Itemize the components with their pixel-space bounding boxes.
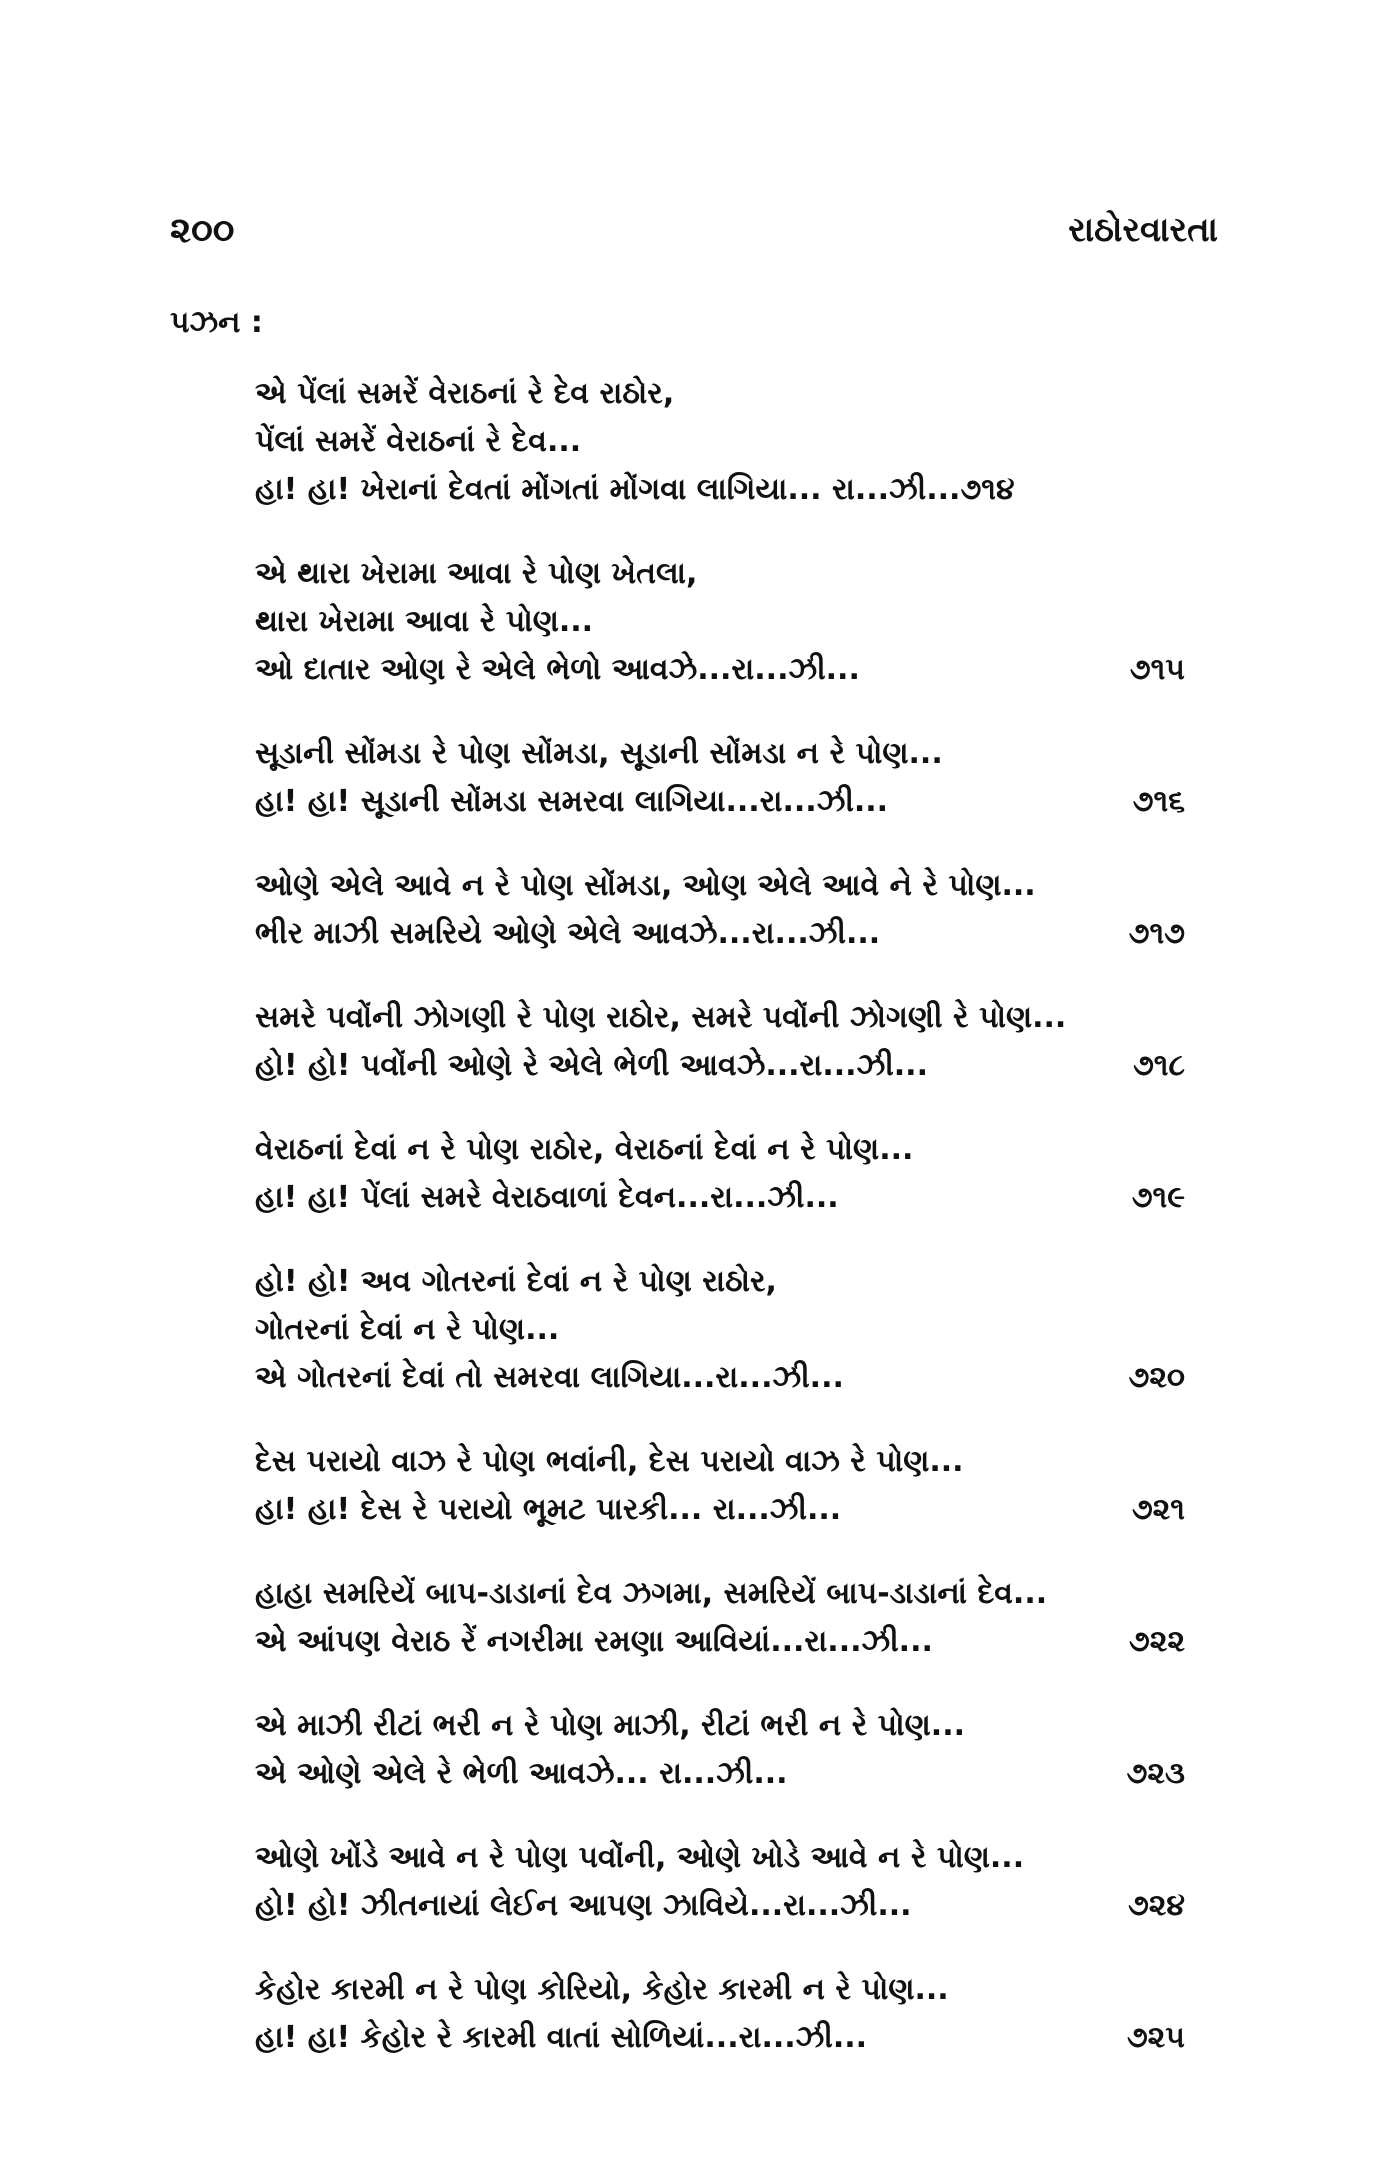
verse-stanza: [255, 994, 1225, 1090]
verse-line: [255, 1042, 1225, 1090]
verse-line: [255, 1570, 1225, 1618]
verse-stanza: [255, 1438, 1225, 1534]
verse-stanza: [255, 1570, 1225, 1666]
verse-line: [255, 1126, 1225, 1174]
verse-stanza: [255, 1258, 1225, 1402]
verse-line: [255, 1618, 1225, 1666]
verse-line: [255, 1486, 1225, 1534]
verse-line: [255, 862, 1225, 910]
section-label: પઝન :: [170, 305, 263, 340]
verse-line: [255, 1174, 1225, 1222]
verse-line: [255, 1306, 1225, 1354]
verse-stanza: [255, 730, 1225, 826]
verse-stanza: [255, 370, 1225, 514]
verse-text: હા! હા! ખેરાનાં દેવતાં મોંગતાં મોંગવા લાગિયા... રા...ઝી...૭૧૪: [255, 472, 1015, 507]
verse-number: ૭૧૫: [1129, 652, 1185, 687]
verse-line: [255, 370, 1225, 418]
verse-line: [255, 910, 1225, 958]
verse-line: [255, 466, 1225, 514]
verse-line: [255, 1258, 1225, 1306]
verse-number: ૭૧૭: [1128, 916, 1185, 951]
verse-line: [255, 1438, 1225, 1486]
page-number: ૨૦૦: [170, 210, 235, 251]
verse-stanza: [255, 862, 1225, 958]
verse-line: [255, 994, 1225, 1042]
verse-number: ૭૨૫: [1126, 2020, 1185, 2055]
verse-text: ભીર માઝી સમરિયે ઓણે એલે આવઝે...રા...ઝી...: [255, 916, 881, 951]
verse-text: સૂડાની સોંમડા રે પોણ સોંમડા, સૂડાની સોંમડા ન રે પોણ...: [255, 736, 943, 771]
verse-text: હો! હો! પવોંની ઓણે રે એલે ભેળી આવઝે...રા...ઝી...: [255, 1048, 928, 1083]
verse-line: [255, 418, 1225, 466]
verse-stanza: [255, 1126, 1225, 1222]
verse-text: દેસ પરાયો વાઝ રે પોણ ભવાંની, દેસ પરાયો વાઝ રે પોણ...: [255, 1444, 964, 1479]
verse-list: [255, 370, 1225, 2098]
verse-text: હો! હો! ઝીતનાયાં લેઈન આપણ ઝાવિયે...રા...ઝી...: [255, 1888, 912, 1923]
verse-stanza: [255, 1702, 1225, 1798]
verse-text: હા! હા! કેહોર રે કારમી વાતાં સોળિયાં...રા...ઝી...: [255, 2020, 868, 2055]
verse-line: [255, 778, 1225, 826]
verse-text: ઓણે એલે આવે ન રે પોણ સોંમડા, ઓણ એલે આવે ને રે પોણ...: [255, 868, 1036, 903]
verse-line: [255, 1834, 1225, 1882]
verse-line: [255, 1882, 1225, 1930]
verse-line: [255, 2014, 1225, 2062]
verse-stanza: [255, 550, 1225, 694]
verse-line: [255, 598, 1225, 646]
verse-stanza: [255, 1834, 1225, 1930]
verse-text: પેંલાં સમરેં વેરાઠનાં રે દેવ...: [255, 424, 582, 459]
verse-text: ગોતરનાં દેવાં ન રે પોણ...: [255, 1312, 560, 1347]
verse-text: હો! હો! અવ ગોતરનાં દેવાં ન રે પોણ રાઠોર,: [255, 1264, 777, 1299]
verse-number: ૭૧૯: [1131, 1180, 1185, 1215]
verse-line: [255, 730, 1225, 778]
running-title: રાઠોરવારતા: [1068, 210, 1218, 250]
verse-number: ૭૨૪: [1127, 1888, 1185, 1923]
verse-number: ૭૨૨: [1128, 1624, 1185, 1659]
verse-text: એ આંપણ વેરાઠ રેં નગરીમા રમણા આવિયાં...રા...ઝી...: [255, 1624, 933, 1659]
verse-text: ઓ દાતાર ઓણ રે એલે ભેળો આવઝે...રા...ઝી...: [255, 652, 860, 687]
verse-line: [255, 1750, 1225, 1798]
verse-text: હા! હા! પેંલાં સમરે વેરાઠવાળાં દેવન...રા...ઝી...: [255, 1180, 839, 1215]
verse-line: [255, 1702, 1225, 1750]
verse-text: એ ઓણે એલે રે ભેળી આવઝે... રા...ઝી...: [255, 1756, 788, 1791]
verse-text: હાહા સમરિયેં બાપ-ડાડાનાં દેવ ઝગમા, સમરિયેં બાપ-ડાડાનાં દેવ...: [255, 1576, 1048, 1611]
verse-number: ૭૨૦: [1128, 1360, 1185, 1395]
verse-text: એ થારા ખેરામા આવા રે પોણ ખેતલા,: [255, 556, 698, 591]
page-header: [170, 210, 1218, 260]
verse-stanza: [255, 1966, 1225, 2062]
verse-line: [255, 1354, 1225, 1402]
verse-number: ૭૨૩: [1126, 1756, 1185, 1791]
verse-text: એ માઝી રીટાં ભરી ન રે પોણ માઝી, રીટાં ભરી ન રે પોણ...: [255, 1708, 965, 1743]
verse-number: ૭૨૧: [1131, 1492, 1185, 1527]
verse-text: હા! હા! દેસ રે પરાયો ભૂમટ પારકી... રા...ઝી...: [255, 1492, 842, 1527]
verse-text: થારા ખેરામા આવા રે પોણ...: [255, 604, 594, 639]
verse-number: ૭૧૮: [1132, 1048, 1185, 1083]
verse-text: સમરે પવોંની ઝોગણી રે પોણ રાઠોર, સમરે પવોંની ઝોગણી રે પોણ...: [255, 1000, 1067, 1035]
verse-number: ૭૧૬: [1132, 784, 1185, 819]
verse-text: હા! હા! સૂડાની સોંમડા સમરવા લાગિયા...રા...ઝી...: [255, 784, 889, 819]
verse-line: [255, 646, 1225, 694]
verse-text: એ ગોતરનાં દેવાં તો સમરવા લાગિયા...રા...ઝી...: [255, 1360, 844, 1395]
verse-text: ઓણે ખોંડે આવે ન રે પોણ પવોંની, ઓણે ખોડે આવે ન રે પોણ...: [255, 1840, 1025, 1875]
verse-text: વેરાઠનાં દેવાં ન રે પોણ રાઠોર, વેરાઠનાં દેવાં ન રે પોણ...: [255, 1132, 914, 1167]
verse-line: [255, 550, 1225, 598]
verse-text: કેહોર કારમી ન રે પોણ કોરિયો, કેહોર કારમી ન રે પોણ...: [255, 1972, 949, 2007]
verse-text: એ પેંલાં સમરેં વેરાઠનાં રે દેવ રાઠોર,: [255, 376, 675, 411]
verse-line: [255, 1966, 1225, 2014]
